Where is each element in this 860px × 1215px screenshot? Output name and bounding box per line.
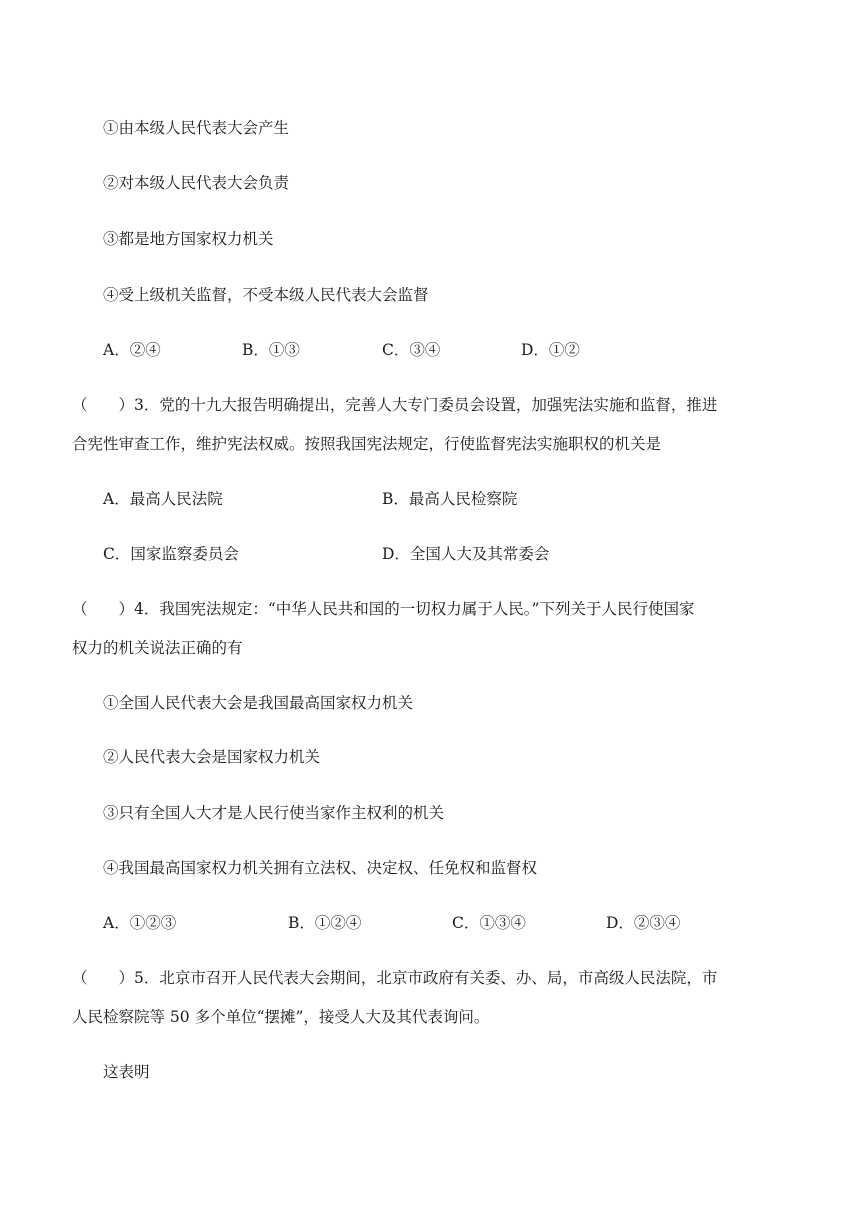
- q4-statement-2: ②人民代表大会是国家权力机关: [103, 748, 321, 766]
- q4-option-d: D．②③④: [606, 914, 681, 932]
- q2-option-c: C．③④: [382, 341, 441, 359]
- q3-option-c: C．国家监察委员会: [103, 545, 239, 563]
- q2-option-a: A．②④: [103, 341, 161, 359]
- q3-stem-line-1: （ ）3．党的十九大报告明确提出，完善人大专门委员会设置，加强宪法实施和监督，推进: [72, 396, 718, 414]
- q4-option-b: B．①②④: [288, 914, 362, 932]
- q5-question: 这表明: [103, 1063, 150, 1081]
- q2-statement-1: ①由本级人民代表大会产生: [103, 119, 290, 137]
- q2-statement-4: ④受上级机关监督，不受本级人民代表大会监督: [103, 286, 429, 304]
- q3-option-a: A．最高人民法院: [103, 490, 223, 508]
- q4-statement-3: ③只有全国人大才是人民行使当家作主权利的机关: [103, 804, 445, 822]
- q3-stem-line-2: 合宪性审查工作，维护宪法权威。按照我国宪法规定，行使监督宪法实施职权的机关是: [72, 435, 662, 453]
- q2-option-d: D．①②: [521, 341, 580, 359]
- q2-statement-3: ③都是地方国家权力机关: [103, 230, 274, 248]
- q4-stem-line-1: （ ）4．我国宪法规定：“中华人民共和国的一切权力属于人民。”下列关于人民行使国家: [72, 600, 695, 618]
- q3-option-d: D．全国人大及其常委会: [382, 545, 550, 563]
- q4-option-c: C．①③④: [452, 914, 526, 932]
- q2-option-b: B．①③: [242, 341, 300, 359]
- q4-option-a: A．①②③: [103, 914, 177, 932]
- q5-stem-line-1: （ ）5．北京市召开人民代表大会期间，北京市政府有关委、办、局，市高级人民法院，市: [72, 969, 718, 987]
- q5-stem-line-2: 人民检察院等 50 多个单位“摆摊”，接受人大及其代表询问。: [72, 1008, 490, 1026]
- q4-statement-1: ①全国人民代表大会是我国最高国家权力机关: [103, 694, 414, 712]
- q2-statement-2: ②对本级人民代表大会负责: [103, 174, 290, 192]
- q3-option-b: B．最高人民检察院: [382, 490, 518, 508]
- q4-stem-line-2: 权力的机关说法正确的有: [72, 639, 243, 657]
- q4-statement-4: ④我国最高国家权力机关拥有立法权、决定权、任免权和监督权: [103, 859, 538, 877]
